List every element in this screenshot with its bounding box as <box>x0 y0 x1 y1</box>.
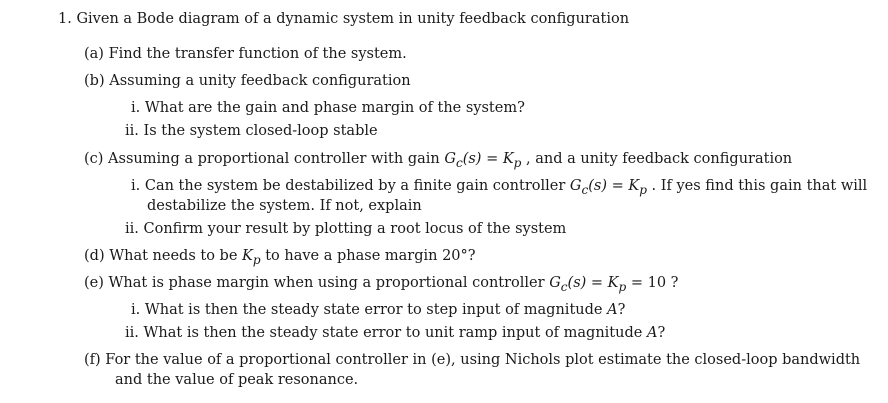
part-c-item-i-label: i. <box>131 178 141 194</box>
part-d <box>84 247 476 269</box>
part-c-math: $G_c(s) = K_p$ <box>444 151 522 170</box>
part-c-item-i-line1-after: . If yes find this gain that will <box>646 178 868 194</box>
part-f-line2: and the value of peak resonance. <box>115 372 359 388</box>
part-e-item-i-text-before: What is then the steady state error to step input of magnitude <box>144 302 608 318</box>
part-b-item-ii <box>125 122 378 140</box>
part-b-item-ii-text: Is the system closed-loop stable <box>143 123 378 139</box>
part-e-item-i-label: i. <box>131 302 141 318</box>
part-c-item-ii-label: ii. <box>125 221 139 237</box>
part-c-item-i-line2: destabilize the system. If not, explain <box>147 198 422 214</box>
part-c-text-after: , and a unity feedback configuration <box>521 151 793 167</box>
part-a-label: (a) <box>84 46 104 62</box>
part-c-text-before: Assuming a proportional controller with gain <box>108 151 445 167</box>
problem-title-text: Given a Bode diagram of a dynamic system in unity feedback configuration <box>76 11 630 27</box>
part-c-item-i-line1-before: Can the system be destabilized by a finite gain controller <box>144 178 570 194</box>
problem-title <box>58 10 629 28</box>
part-e-text-before: What is phase margin when using a proportional controller <box>108 275 550 291</box>
part-f <box>84 351 860 369</box>
part-c-item-ii <box>125 220 566 238</box>
part-e-item-i-var: A <box>607 302 618 318</box>
part-e-text-after: = 10 ? <box>626 275 679 291</box>
part-e-math: $G_c(s) = K_p$ <box>549 275 627 294</box>
part-c <box>84 150 792 172</box>
part-b <box>84 72 411 90</box>
part-b-item-i <box>131 99 525 117</box>
part-b-text: Assuming a unity feedback configuration <box>109 73 411 89</box>
part-d-text-after: to have a phase margin 20°? <box>260 248 476 264</box>
problem-number: 1. <box>58 11 72 27</box>
part-d-math: $K_p$ <box>242 248 261 267</box>
part-e-item-ii <box>125 324 665 342</box>
part-d-label: (d) <box>84 248 105 264</box>
part-f-label: (f) <box>84 352 101 368</box>
part-d-text-before: What needs to be <box>109 248 243 264</box>
part-e-item-ii-text-after: ? <box>657 325 666 341</box>
part-b-item-ii-label: ii. <box>125 123 139 139</box>
part-c-item-ii-text: Confirm your result by plotting a root locus of the system <box>143 221 567 237</box>
part-e-item-i-text-after: ? <box>617 302 626 318</box>
part-b-label: (b) <box>84 73 105 89</box>
part-c-item-i <box>131 177 867 199</box>
part-c-label: (c) <box>84 151 104 167</box>
part-a-text: Find the transfer function of the system. <box>108 46 407 62</box>
part-e-item-ii-text-before: What is then the steady state error to unit ramp input of magnitude <box>143 325 647 341</box>
part-a <box>84 45 407 63</box>
part-e-label: (e) <box>84 275 104 291</box>
part-f-line1: For the value of a proportional controller in (e), using Nichols plot estimate the closed-loop bandwidth <box>105 352 861 368</box>
part-e-item-i <box>131 301 625 319</box>
part-b-item-i-label: i. <box>131 100 141 116</box>
part-c-item-i-math: $G_c(s) = K_p$ <box>569 178 647 197</box>
part-e-item-ii-label: ii. <box>125 325 139 341</box>
part-e-item-ii-var: A <box>646 325 658 341</box>
part-b-item-i-text: What are the gain and phase margin of the system? <box>144 100 525 116</box>
part-e <box>84 274 678 296</box>
